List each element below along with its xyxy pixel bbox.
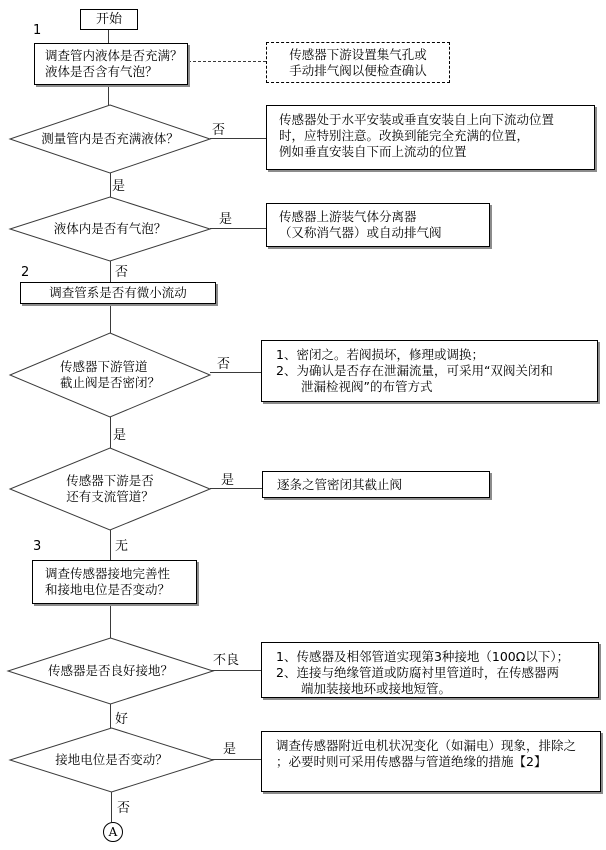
flow-line	[110, 417, 111, 448]
note-text: ；必要时则可采用传感器与管道绝缘的措施【2】	[276, 754, 547, 769]
note-text: 手动排气阀以便检查确认	[289, 62, 427, 78]
flow-line	[212, 670, 261, 671]
edge-label-no: 否	[117, 801, 131, 816]
note-text: 泄漏检视阀”的布管方式	[301, 379, 433, 394]
section-label-1: 1	[33, 23, 42, 38]
decision-grounded	[8, 638, 213, 704]
flow-line	[108, 29, 109, 43]
note-grounding-method	[261, 642, 599, 698]
note-text: 传感器下游设置集气孔或	[289, 46, 427, 62]
flow-line	[110, 303, 111, 333]
start-node	[80, 9, 138, 30]
note-text: 1、密闭之。若阀损坏，修理或调换；	[276, 347, 484, 362]
note-text: 逐条之管密闭其截止阀	[277, 476, 403, 492]
flow-line	[210, 372, 261, 373]
decision-ground-potential	[10, 728, 213, 792]
decision-text: 接地电位是否变动？	[55, 752, 168, 767]
process-text: 和接地电位是否变动？	[45, 582, 171, 597]
flow-line	[111, 792, 112, 822]
decision-text: 传感器下游管道	[59, 359, 148, 374]
edge-label-none: 无	[115, 539, 129, 554]
decision-text: 液体内是否有气泡？	[53, 221, 167, 236]
note-text: 2、连接与绝缘管道或防腐衬里管道时，在传感器两	[276, 665, 559, 680]
note-text: 传感器上游装气体分离器	[279, 209, 417, 224]
note-text: 调查传感器附近电机状况变化（如漏电）现象，排除之	[276, 738, 577, 753]
note-valve-seal	[261, 340, 598, 402]
note-vent-dashed	[266, 42, 450, 83]
edge-label-yes: 是	[112, 179, 126, 194]
note-text: 时，应特别注意。改换到能完全充满的位置，	[279, 128, 530, 143]
process-box-microflow	[20, 282, 216, 304]
section-label-3: 3	[33, 539, 42, 554]
flow-line	[110, 261, 111, 283]
note-text: 2、为确认是否存在泄漏流量，可采用“双阀关闭和	[276, 363, 553, 378]
flow-line	[210, 228, 266, 229]
edge-label-yes: 是	[113, 428, 127, 443]
note-text: 传感器处于水平安装或垂直安装自上向下流动位置	[279, 112, 555, 127]
flow-line	[110, 704, 111, 728]
decision-text: 测量管内是否充满液体？	[41, 131, 179, 146]
decision-text: 还有支流管道？	[66, 489, 154, 504]
process-text: 调查管系是否有微小流动	[49, 285, 187, 300]
process-text: 液体是否含有气泡？	[45, 64, 158, 79]
edge-label-good: 好	[115, 712, 129, 727]
process-text: 调查传感器接地完善性	[45, 566, 171, 581]
flow-line	[108, 84, 109, 105]
note-branch-shutoff	[262, 471, 490, 498]
flow-line	[110, 530, 111, 560]
note-install-position	[266, 105, 595, 170]
flow-line	[210, 138, 266, 139]
edge-label-yes: 是	[223, 742, 237, 757]
edge-label-no: 否	[212, 123, 226, 138]
start-label: 开始	[95, 11, 122, 27]
note-text: 例如垂直安装自下而上流动的位置	[279, 144, 467, 159]
process-box-ground-check	[32, 560, 197, 604]
process-text: 调查管内液体是否充满？	[45, 48, 183, 63]
edge-label-no: 否	[115, 265, 129, 280]
decision-tube-full	[10, 105, 210, 173]
decision-bubble	[10, 197, 210, 261]
dashed-flow-line	[188, 61, 266, 62]
note-text: 1、传感器及相邻管道实现第3种接地（100Ω以下）；	[276, 649, 570, 664]
edge-label-bad: 不良	[213, 653, 240, 668]
edge-label-yes: 是	[219, 212, 233, 227]
decision-text: 传感器是否良好接地？	[47, 663, 173, 678]
decision-text: 传感器下游是否	[66, 473, 154, 488]
process-box-liquid-check	[34, 43, 188, 85]
edge-label-yes: 是	[221, 473, 235, 488]
flow-line	[110, 603, 111, 638]
connector-a	[103, 822, 123, 842]
decision-branch-pipe	[10, 448, 210, 530]
flow-line	[212, 759, 261, 760]
decision-text: 截止阀是否密闭？	[59, 375, 160, 390]
decision-shutoff-valve	[10, 333, 210, 417]
note-text: （又称消气器）或自动排气阀	[279, 225, 442, 240]
note-text: 端加装接地环或接地短管。	[301, 681, 452, 696]
connector-label: A	[108, 825, 118, 839]
note-gas-separator	[266, 203, 490, 247]
note-motor-leakage	[261, 731, 601, 792]
edge-label-no: 否	[217, 357, 231, 372]
section-label-2: 2	[21, 265, 30, 280]
flow-line	[110, 173, 111, 197]
flow-line	[210, 488, 262, 489]
